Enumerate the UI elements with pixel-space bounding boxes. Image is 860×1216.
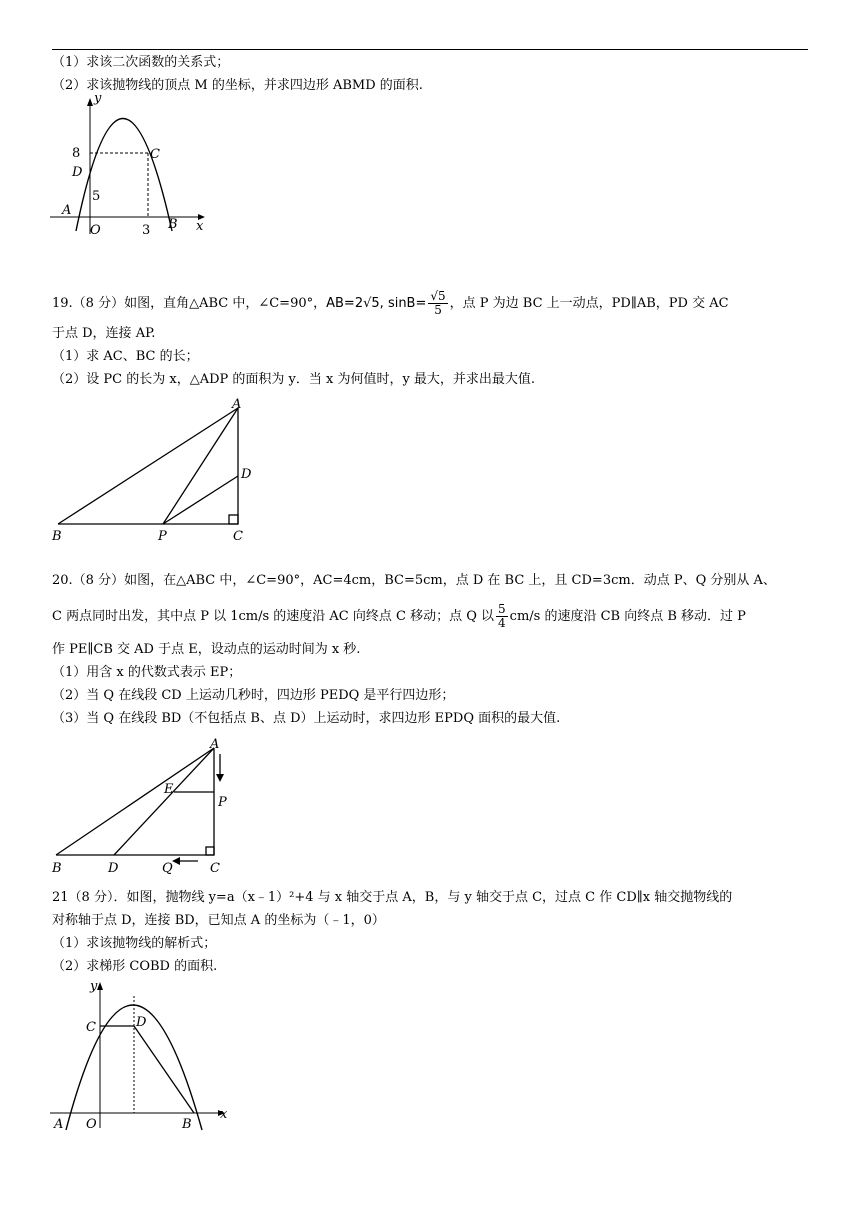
q19-label-b: B <box>52 529 62 544</box>
q19-part1: （1）求 AC、BC 的长； <box>52 349 199 364</box>
q21-parabola-figure <box>50 978 240 1138</box>
q20-line1: 20.（8 分）如图，在△ABC 中，∠C=90°，AC=4cm，BC=5cm，点 D 在 BC 上，且 CD=3cm．动点 P、Q 分别从 A、 <box>52 573 776 588</box>
q20-line3: 作 PE∥CB 交 AD 于点 E，设动点的运动时间为 x 秒. <box>52 642 361 657</box>
q18-label-b: B <box>168 217 178 232</box>
q19-line1a: 19.（8 分）如图，直角△ABC 中，∠C=90°， <box>52 296 327 311</box>
q20-line2b: cm/s 的速度沿 CB 向终点 B 移动．过 P <box>509 609 746 624</box>
q21-line2: 对称轴于点 D，连接 BD，已知点 A 的坐标为（﹣1，0） <box>52 913 385 928</box>
q19-label-p: P <box>158 529 167 544</box>
q19-line2: 于点 D，连接 AP. <box>52 326 156 341</box>
q18-label-d: D <box>72 165 83 180</box>
q20-part2: （2）当 Q 在线段 CD 上运动几秒时，四边形 PEDQ 是平行四边形； <box>52 688 455 703</box>
q21-label-a: A <box>54 1117 64 1132</box>
q20-label-a: A <box>210 737 220 752</box>
q20-part3: （3）当 Q 在线段 BD（不包括点 B、点 D）上运动时，求四边形 EPDQ 面积的最大值. <box>52 711 561 726</box>
q19-line1b: ，点 P 为边 BC 上一动点，PD∥AB，PD 交 AC <box>449 296 729 311</box>
q19-label-d: D <box>241 467 252 482</box>
q20-label-e: E <box>164 782 174 797</box>
q18-label-x: x <box>196 219 204 234</box>
q20-label-p: P <box>218 795 227 810</box>
q21-part1: （1）求该抛物线的解析式； <box>52 936 217 951</box>
q21-label-d: D <box>136 1015 147 1030</box>
q21-label-o: O <box>86 1117 97 1132</box>
q20-label-b: B <box>52 861 62 876</box>
q21-part2: （2）求梯形 COBD 的面积. <box>52 959 218 974</box>
q19-line1 <box>52 290 729 317</box>
q21-label-b: B <box>182 1117 192 1132</box>
q18-label-o: O <box>90 223 101 238</box>
q19-sinb-fraction <box>428 290 447 317</box>
q20-label-d: D <box>108 861 119 876</box>
q18-label-5: 5 <box>92 189 101 204</box>
q18-label-8: 8 <box>72 146 81 161</box>
q21-label-c: C <box>86 1020 96 1035</box>
q18-part2: （2）求该抛物线的顶点 M 的坐标，并求四边形 ABMD 的面积. <box>52 78 423 93</box>
q20-triangle-figure <box>50 734 240 879</box>
q20-line2 <box>52 603 746 630</box>
q21-label-y: y <box>90 979 98 994</box>
q18-label-a: A <box>62 203 72 218</box>
q18-label-3: 3 <box>142 223 151 238</box>
q19-sinb-num: √5 <box>430 289 446 303</box>
q19-label-c: C <box>233 529 243 544</box>
q18-parabola-figure <box>50 91 210 238</box>
q20-frac-den: 4 <box>498 616 506 630</box>
q21-line1: 21（8 分）．如图，抛物线 y=a（x﹣1）²+4 与 x 轴交于点 A，B，与 y 轴交于点 C，过点 C 作 CD∥x 轴交抛物线的 <box>52 890 733 905</box>
q20-frac-num: 5 <box>498 602 506 616</box>
header-rule <box>52 49 808 50</box>
q20-label-c: C <box>210 861 220 876</box>
q19-triangle-figure <box>50 396 260 546</box>
q18-label-y: y <box>94 91 102 106</box>
q20-speed-fraction <box>496 603 508 630</box>
q20-label-q: Q <box>162 861 173 876</box>
q20-part1: （1）用含 x 的代数式表示 EP； <box>52 665 242 680</box>
q20-line2a: C 两点同时出发，其中点 P 以 1cm/s 的速度沿 AC 向终点 C 移动；点 Q 以 <box>52 609 495 624</box>
q21-label-x: x <box>220 1107 228 1122</box>
q18-label-c: C <box>150 147 160 162</box>
q19-label-a: A <box>232 397 242 412</box>
q19-sinb-den: 5 <box>434 303 442 317</box>
q18-part1: （1）求该二次函数的关系式； <box>52 55 230 70</box>
q19-part2: （2）设 PC 的长为 x，△ADP 的面积为 y．当 x 为何值时，y 最大，并求出最大值. <box>52 372 536 387</box>
q19-ab: AB=2√5, <box>326 296 384 311</box>
q19-sinb: sinB= <box>387 296 427 311</box>
